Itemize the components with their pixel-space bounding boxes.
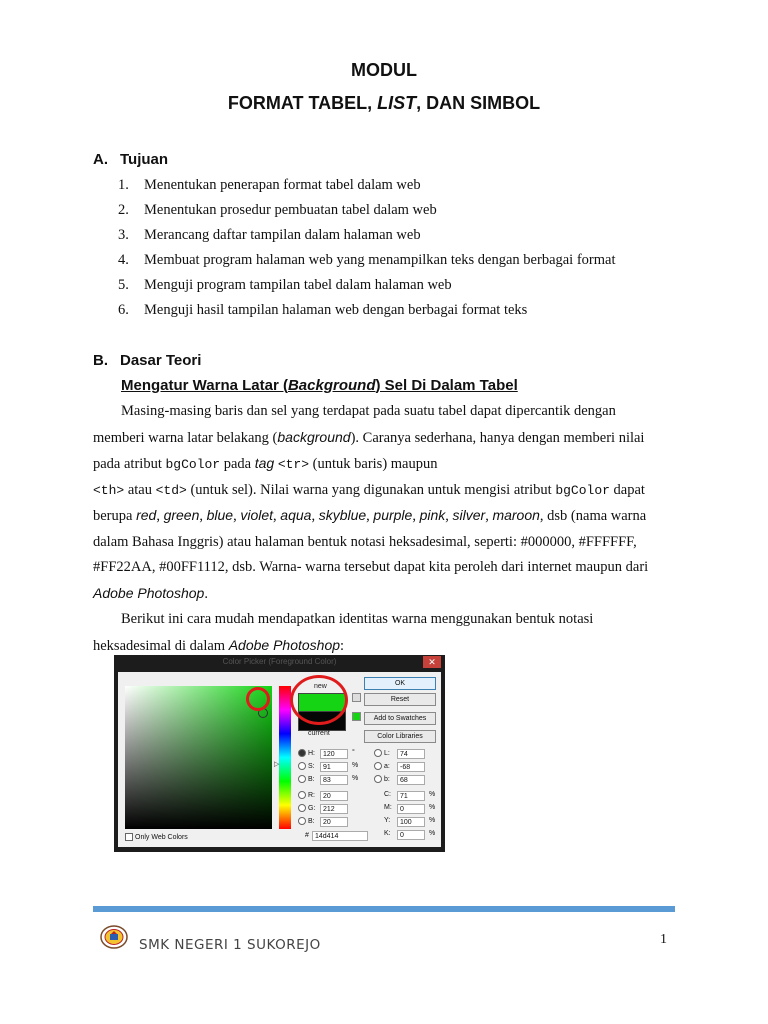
paragraph-background (93, 399, 668, 659)
color-name: aqua (280, 507, 312, 523)
color-picker-title: Color Picker (Foreground Color) (222, 657, 337, 666)
g-field: 212 (320, 804, 348, 814)
subtitle-italic: LIST (377, 93, 417, 113)
a-label: a: (384, 762, 390, 770)
section-a-heading (93, 151, 168, 168)
current-label: current (308, 730, 330, 737)
m-field: 0 (397, 804, 425, 814)
l-label: L: (384, 749, 390, 757)
subtitle-part1: FORMAT TABEL, (227, 93, 378, 113)
code-run: bgColor (555, 482, 610, 498)
text-run: , dsb (nama warna dalam Bahasa Inggris) atau halaman bentuk notasi heksadesimal, seperti: #000000, #FFFFFF, #FF22AA, #00FF1112, dsb. Warna- warna tersebut dapat kita peroleh dari internet maupun dari (93, 508, 649, 575)
b-label: B: (308, 775, 315, 783)
y-label: Y: (384, 817, 391, 824)
only-web-colors-checkbox (125, 833, 188, 841)
a-row (374, 762, 390, 770)
s-unit: % (352, 762, 359, 769)
list-item-text: Membuat program halaman web yang menampilkan teks dengan berbagai format (144, 252, 616, 268)
y-field: 100 (397, 817, 425, 827)
h-label: H: (308, 749, 315, 757)
b-field: 83 (320, 775, 348, 785)
list-item (118, 225, 616, 250)
tujuan-list (118, 175, 616, 325)
c-field: 71 (397, 791, 425, 801)
subtitle-part2: , DAN SIMBOL (416, 93, 541, 113)
text-run: dapat berupa (93, 481, 645, 524)
text-run: : (340, 637, 345, 654)
hue-arrow-icon: ▷ (274, 760, 280, 768)
radio-icon (298, 817, 306, 825)
list-item-text: Menentukan penerapan format tabel dalam web (144, 177, 421, 193)
new-label: new (314, 683, 327, 690)
color-name: blue (206, 507, 234, 523)
paragraph-text: Masing-masing baris dan sel yang terdapat pada suatu tabel dapat dipercantik dengan memberi warna latar belakang (background). Caranya sederhana, hanya dengan memberi nilai pada atribut bgColor pada tag <tr> (untuk baris) maupun <th> atau <td> (untuk sel). Nilai warna yang digunakan untuk mengisi atribut bgColor dapat berupa red, green, blue, violet, aqua, skyblue, purple, pink, silver, maroon, dsb (nama warna dalam Bahasa Inggris) atau halaman bentuk notasi heksadesimal, seperti: #000000, #FFFFFF, #FF22AA, #00FF1112, dsb. Warna- warna tersebut dapat kita peroleh dari internet maupun dari Adobe Photoshop. (93, 403, 649, 602)
highlight-ring (246, 687, 270, 711)
footer-school-name: SMK NEGERI 1 SUKOREJO (139, 937, 321, 953)
text-run: (untuk sel). Nilai warna yang digunakan untuk mengisi atribut (186, 481, 556, 498)
text-run-italic: Adobe Photoshop (93, 584, 205, 601)
c-unit: % (429, 791, 436, 798)
color-name: violet (240, 507, 274, 523)
s-row (298, 762, 315, 770)
subheading-part1: Mengatur Warna Latar ( (121, 377, 288, 394)
color-name: purple (373, 507, 413, 523)
list-item (118, 175, 616, 200)
code-run: bgColor (165, 457, 221, 472)
section-a-title: Tujuan (120, 151, 169, 168)
section-b-number: B. (93, 352, 108, 369)
b-unit: % (352, 775, 359, 782)
text-run: atau (124, 481, 156, 498)
ok-button: OK (364, 677, 436, 690)
text-run-italic: tag (254, 455, 275, 471)
list-item (118, 275, 616, 300)
school-logo-icon (99, 924, 129, 950)
list-item-number: 6. (118, 302, 129, 318)
warning-icon (352, 693, 361, 702)
code-run: <tr> (277, 457, 310, 472)
radio-icon (298, 775, 306, 783)
h-unit: ° (352, 749, 355, 756)
a-field: -68 (397, 762, 425, 772)
radio-icon (374, 762, 382, 770)
list-item (118, 200, 616, 225)
list-item-text: Menguji hasil tampilan halaman web dengan berbagai format teks (144, 302, 528, 318)
g-label: G: (308, 804, 316, 812)
lab-b-field: 68 (397, 775, 425, 785)
y-unit: % (429, 817, 436, 824)
hex-label: # (305, 832, 309, 839)
section-b-subheading (121, 377, 518, 394)
paragraph-text (93, 607, 668, 659)
m-label: M: (384, 804, 392, 811)
r-field: 20 (320, 791, 348, 801)
color-name: pink (419, 507, 446, 523)
color-picker-screenshot (114, 655, 445, 852)
blue-label: B: (308, 817, 315, 825)
radio-icon (298, 791, 306, 799)
radio-icon (374, 749, 382, 757)
text-run: (untuk baris) maupun (309, 456, 438, 472)
color-libraries-button: Color Libraries (364, 730, 436, 743)
list-item-number: 3. (118, 227, 129, 243)
section-a-number: A. (93, 151, 108, 168)
code-run: <td> (155, 482, 187, 498)
hue-slider (279, 686, 291, 829)
add-to-swatches-button: Add to Swatches (364, 712, 436, 725)
text-run: pada (220, 456, 255, 472)
radio-icon (298, 749, 306, 757)
color-picker-titlebar (114, 655, 445, 671)
l-row (374, 749, 390, 757)
reset-button: Reset (364, 693, 436, 706)
subheading-italic: Background (287, 377, 376, 394)
r-row (298, 791, 315, 799)
text-run: Masing-masing baris dan sel yang terdapat pada suatu tabel dapat dipercantik dengan memberi warna latar belakang ( (93, 403, 616, 446)
web-safe-icon (352, 712, 361, 721)
only-web-colors-label: Only Web Colors (135, 833, 188, 841)
document-title: MODUL (351, 60, 417, 80)
text-run: ). Caranya sederhana, hanya dengan memberi nilai pada atribut (93, 429, 645, 472)
highlight-ring (290, 675, 348, 725)
c-label: C: (384, 791, 391, 798)
g-row (298, 804, 315, 812)
color-picker-body (118, 672, 441, 847)
close-icon: ✕ (423, 656, 441, 668)
list-item-number: 5. (118, 277, 129, 293)
text-run-italic: background (277, 428, 351, 445)
page-number: 1 (660, 932, 667, 947)
l-field: 74 (397, 749, 425, 759)
lab-b-row (374, 775, 390, 783)
color-name: maroon (492, 507, 540, 523)
text-run: Berikut ini cara mudah mendapatkan identitas warna menggunakan bentuk notasi heksadesimal di dalam (93, 611, 594, 654)
blue-field: 20 (320, 817, 348, 827)
m-unit: % (429, 804, 436, 811)
color-name: skyblue (318, 507, 367, 523)
text-run: . (204, 585, 208, 602)
subheading-part2: ) Sel Di Dalam Tabel (375, 377, 518, 394)
lab-b-label: b: (384, 775, 390, 783)
s-label: S: (308, 762, 315, 770)
text-run-italic: Adobe Photoshop (228, 636, 341, 653)
k-label: K: (384, 830, 391, 837)
radio-icon (374, 775, 382, 783)
color-name: silver (452, 507, 486, 523)
color-name: green (163, 507, 200, 523)
list-item-number: 1. (118, 177, 129, 193)
section-b-heading (93, 352, 201, 369)
list-item-text: Menguji program tampilan tabel dalam halaman web (144, 277, 452, 293)
h-field: 120 (320, 749, 348, 759)
code-run: <th> (93, 482, 125, 498)
blue-row (298, 817, 315, 825)
list-item (118, 300, 616, 325)
k-field: 0 (397, 830, 425, 840)
s-field: 91 (320, 762, 348, 772)
list-item-number: 4. (118, 252, 129, 268)
radio-icon (298, 762, 306, 770)
r-label: R: (308, 791, 315, 799)
h-row (298, 749, 315, 757)
section-b-title: Dasar Teori (120, 352, 202, 369)
b-row (298, 775, 315, 783)
list-item-number: 2. (118, 202, 129, 218)
checkbox-icon (125, 833, 133, 841)
k-unit: % (429, 830, 436, 837)
color-name: red (136, 507, 157, 523)
list-item-text: Menentukan prosedur pembuatan tabel dalam web (144, 202, 437, 218)
list-item (118, 250, 616, 275)
footer-bar (93, 906, 675, 912)
hex-field: 14d414 (312, 831, 368, 841)
list-item-text: Merancang daftar tampilan dalam halaman web (144, 227, 421, 243)
document-subtitle (0, 93, 768, 114)
radio-icon (298, 804, 306, 812)
